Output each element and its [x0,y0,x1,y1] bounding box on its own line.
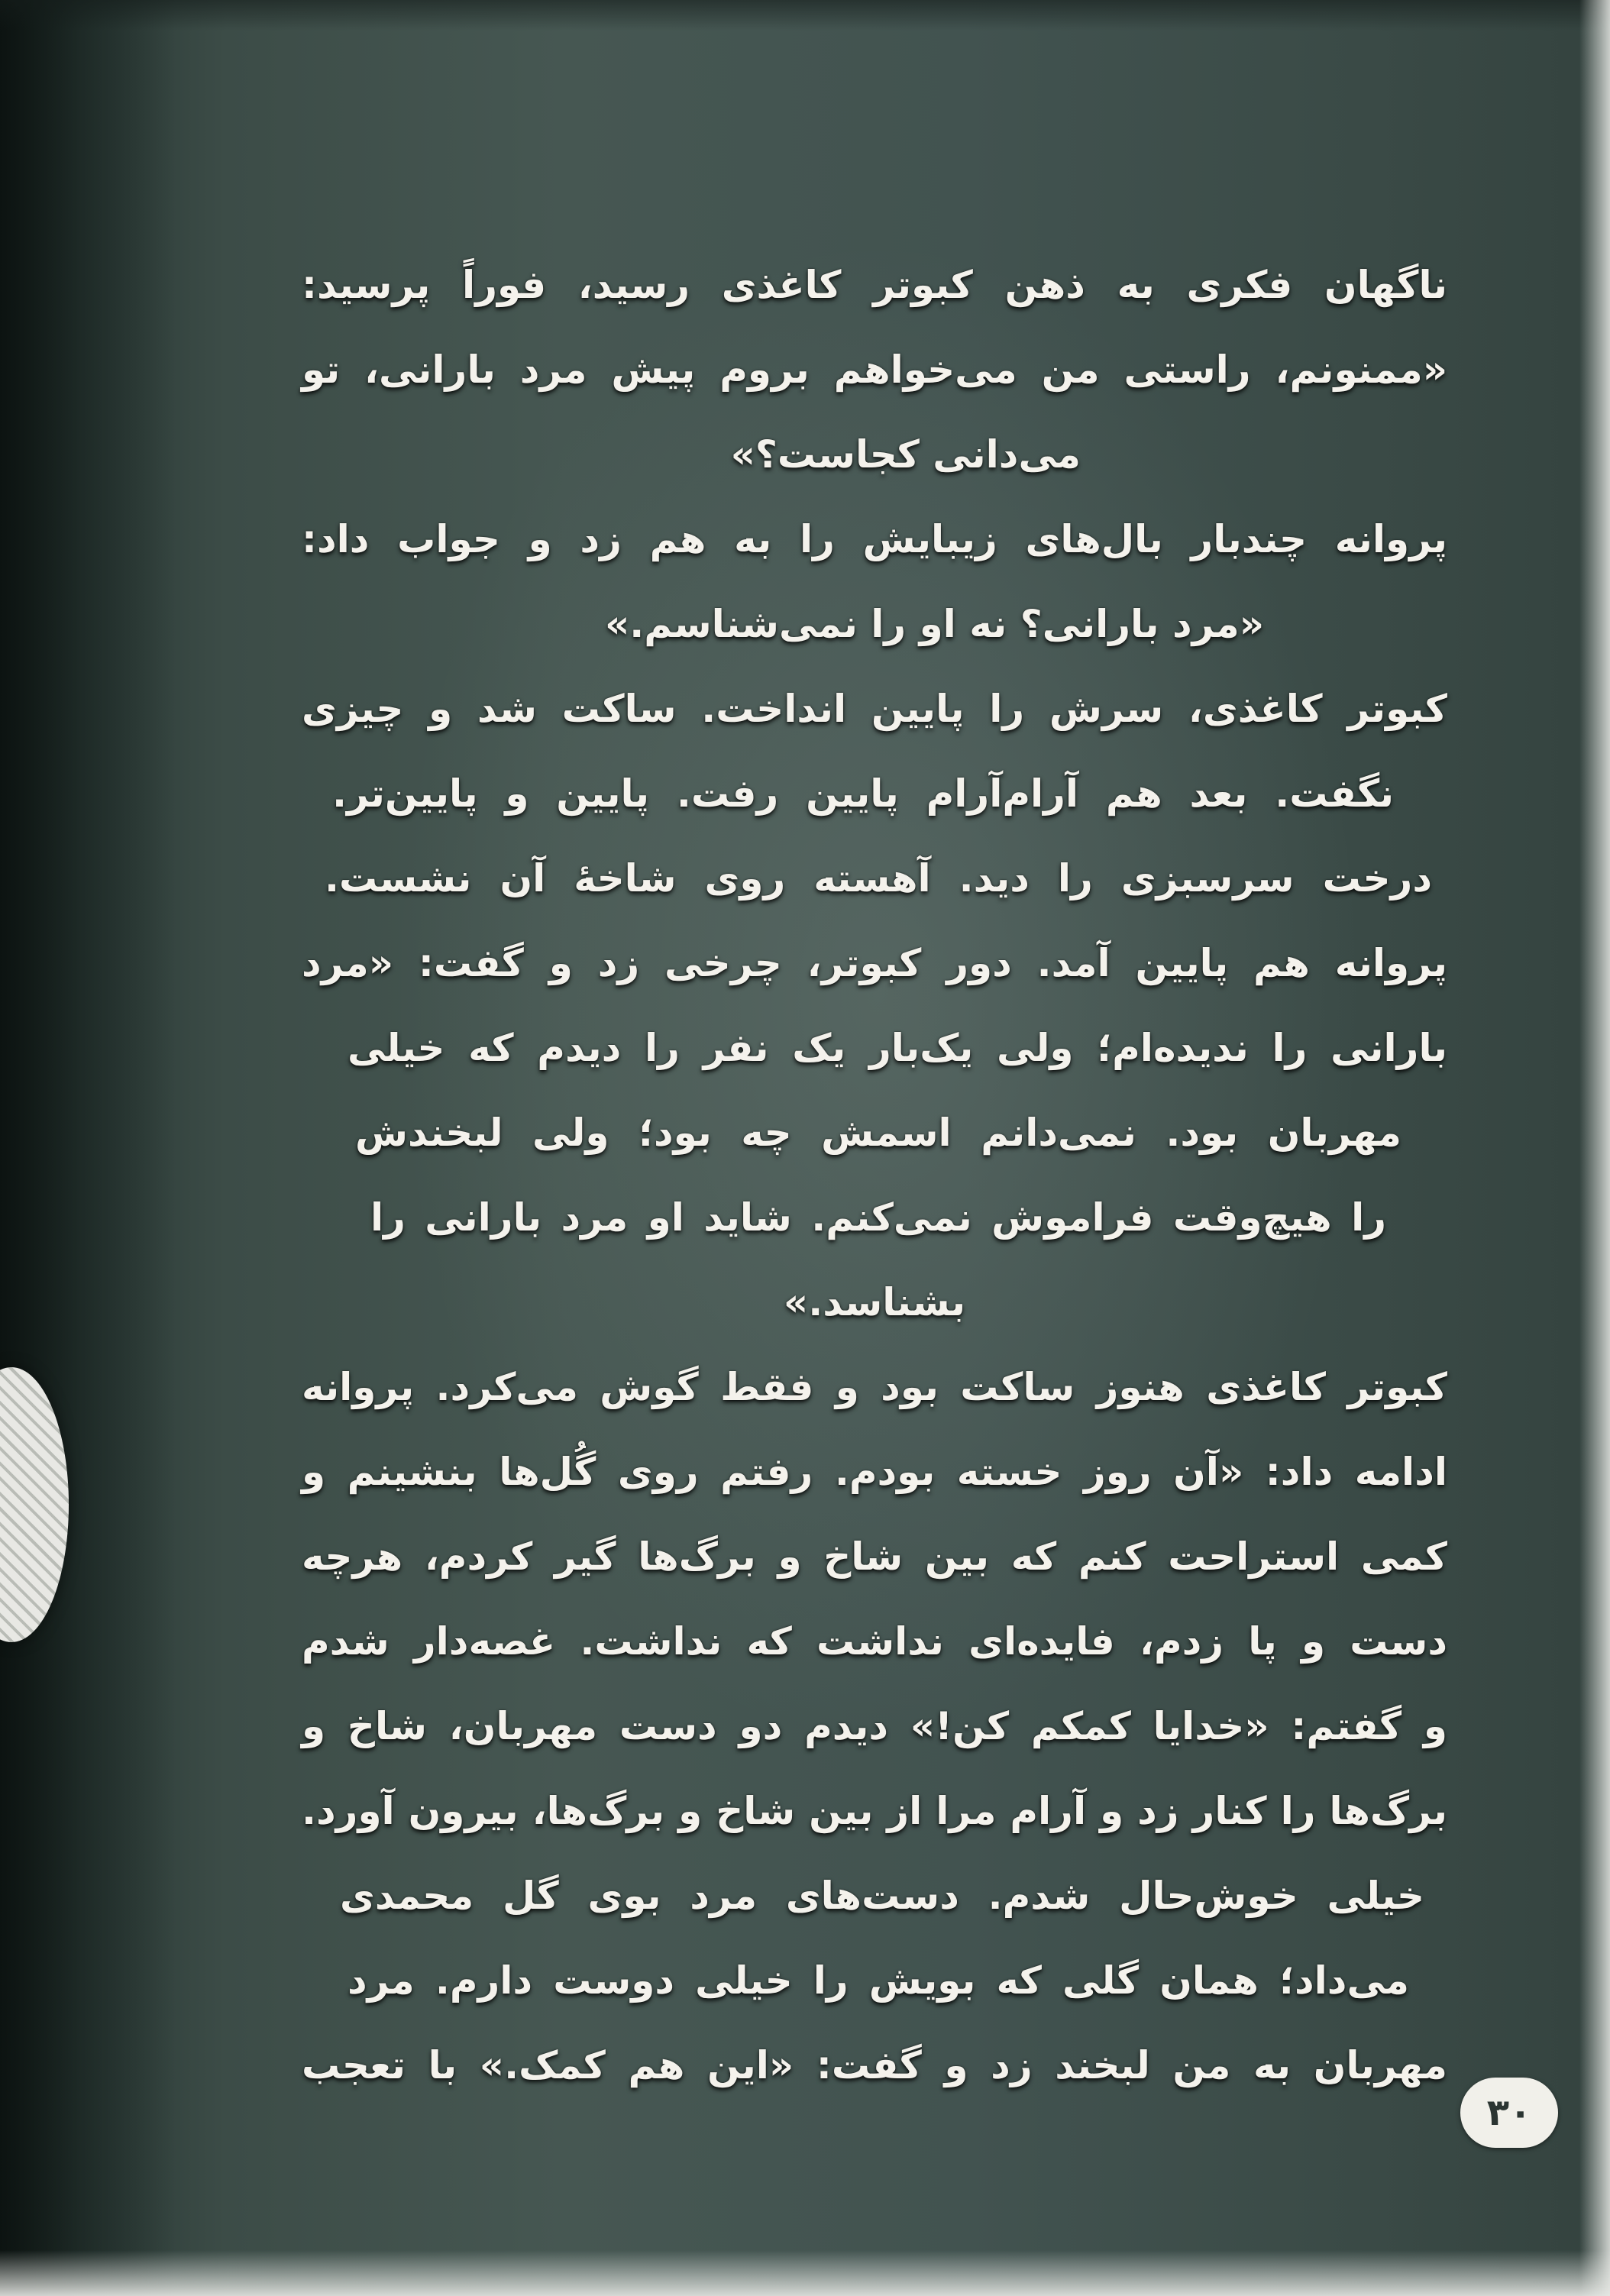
text-line-15: ادامه داد: «آن روز خسته بودم. رفتم روی گُل‌ها بنشینم و [302,1450,1447,1494]
text-line-2: «ممنونم، راستی من می‌خواهم بروم پیش مرد بارانی، تو [302,348,1447,392]
text-line-7: نگفت. بعد هم آرام‌آرام پایین رفت. پایین و پایین‌تر. [332,771,1394,816]
page-number-badge: ۳۰ [1460,2078,1558,2148]
page-edge-right [1579,0,1610,2296]
text-line-4: پروانه چندبار بال‌های زیبایش را به هم زد و جواب داد: [302,517,1447,561]
text-line-16: کمی استراحت کنم که بین شاخ و برگ‌ها گیر کردم، هرچه [302,1534,1447,1579]
text-line-22: مهربان به من لبخند زد و گفت: «این هم کمک.» با تعجب [302,2043,1447,2087]
text-line-19: برگ‌ها را کنار زد و آرام مرا از بین شاخ و برگ‌ها، بیرون آورد. [302,1789,1447,1833]
text-line-9: پروانه هم پایین آمد. دور کبوتر، چرخی زد و گفت: «مرد [302,941,1447,985]
text-line-13: بشناسد.» [783,1280,966,1324]
top-edge-shadow [0,0,1610,31]
text-line-11: مهربان بود. نمی‌دانم اسمش چه بود؛ ولی لبخندش [355,1111,1401,1155]
text-line-17: دست و پا زدم، فایده‌ای نداشت که نداشت. غصه‌دار شدم [302,1619,1447,1664]
text-line-12: را هیچ‌وقت فراموش نمی‌کنم. شاید او مرد بارانی را [370,1195,1386,1240]
text-line-21: می‌داد؛ همان گلی که بویش را خیلی دوست دارم. مرد [348,1958,1409,2003]
text-line-14: کبوتر کاغذی هنوز ساکت بود و فقط گوش می‌کرد. پروانه [302,1365,1447,1409]
text-line-10: بارانی را ندیده‌ام؛ ولی یک‌بار یک نفر را دیدم که خیلی [348,1026,1447,1070]
text-line-3: می‌دانی کجاست؟» [730,432,1081,477]
text-line-6: کبوتر کاغذی، سرش را پایین انداخت. ساکت شد و چیزی [302,687,1447,731]
text-line-8: درخت سرسبزی را دید. آهسته روی شاخهٔ آن نشست. [325,856,1432,901]
text-line-1: ناگهان فکری به ذهن کبوتر کاغذی رسید، فوراً پرسید: [302,263,1447,307]
page-edge-bottom [0,2250,1610,2296]
text-line-20: خیلی خوش‌حال شدم. دست‌های مرد بوی گل محمدی [340,1874,1424,1918]
story-text [302,243,1447,2108]
text-line-18: و گفتم: «خدایا کمکم کن!» دیدم دو دست مهربان، شاخ و [302,1704,1447,1748]
text-line-5: «مرد بارانی؟ نه او را نمی‌شناسم.» [604,602,1264,646]
binding-shadow [0,0,176,2296]
